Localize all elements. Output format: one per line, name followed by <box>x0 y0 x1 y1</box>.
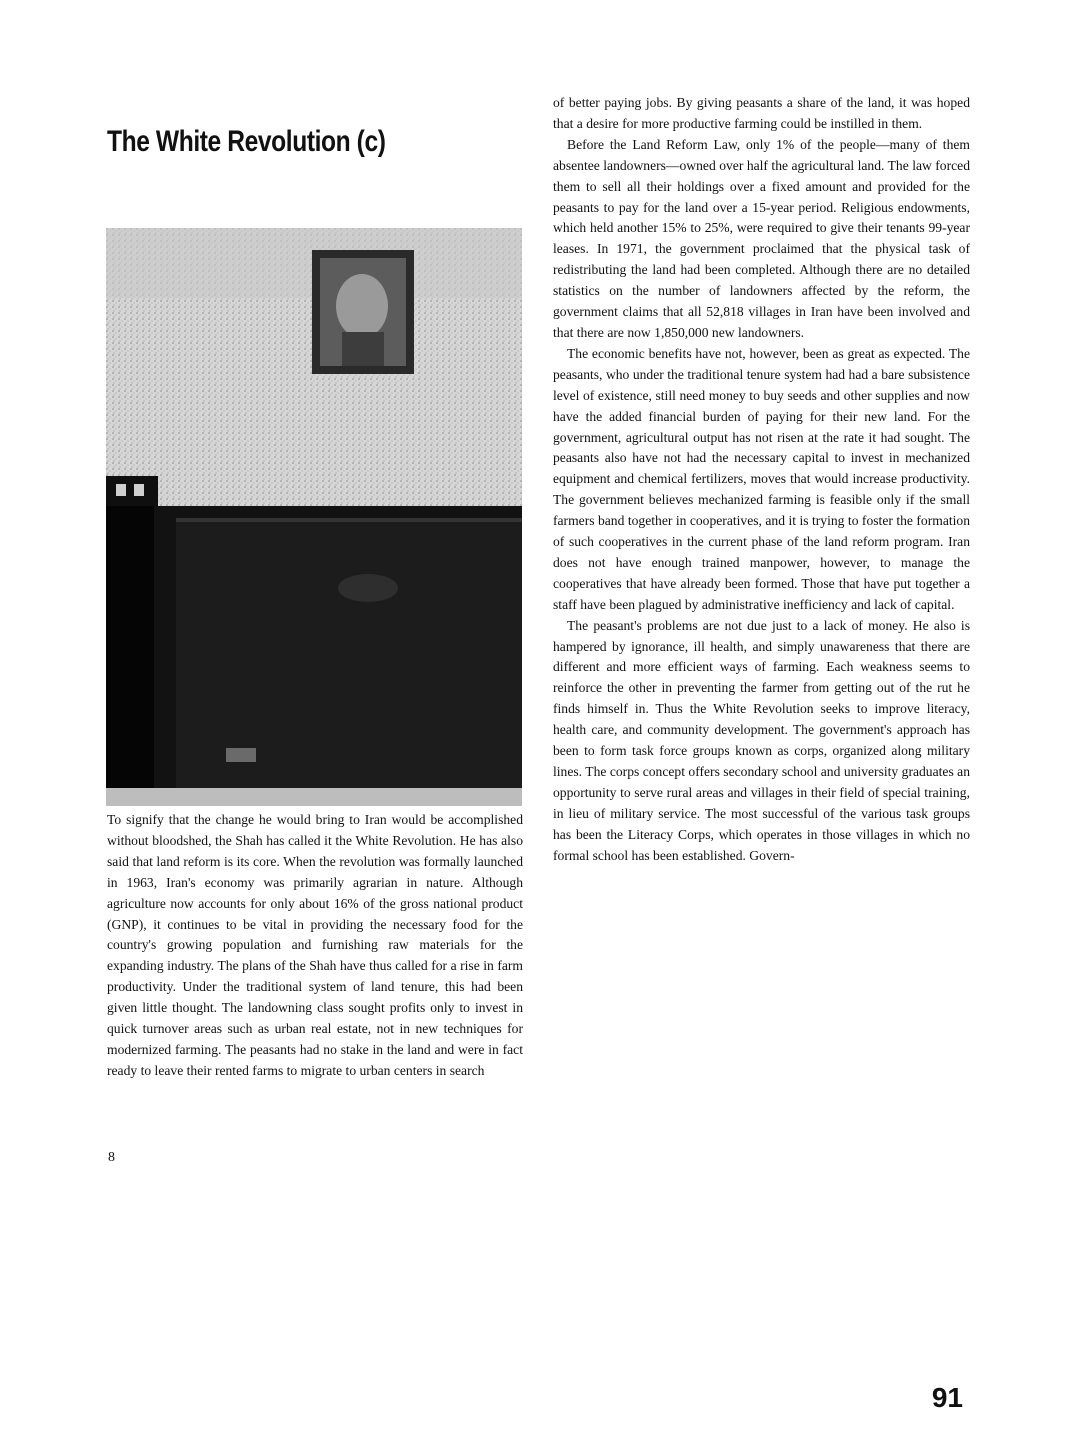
paragraph: of better paying jobs. By giving peasants a share of the land, it was hoped that a desire for more productive farming could be instilled in them. <box>553 95 970 131</box>
right-text-column <box>553 93 970 867</box>
paragraph: Before the Land Reform Law, only 1% of the people—many of them absentee landowners—owned over half the agricultural land. The law forced them to sell all their holdings over a fixed amount and provided for the peasants to pay for the land over a 15-year period. Religious endowments, which held another 15% to 25%, were required to give their tenants 99-year leases. In 1971, the government proclaimed that the physical task of redistributing the land had been completed. Although there are no detailed statistics on the number of landowners affected by the reform, the government claims that all 52,818 villages in Iran have been involved and that there are now 1,850,000 new landowners. <box>553 136 970 340</box>
page-title: The White Revolution (c) <box>107 125 386 158</box>
photograph <box>106 228 522 806</box>
folio-number: 8 <box>108 1150 115 1165</box>
left-text-column <box>107 810 523 1082</box>
paragraph: The economic benefits have not, however, been as great as expected. The peasants, who under the traditional tenure system had had a bare subsistence level of existence, still need money to buy seeds and other supplies and now have the added financial burden of paying for their new land. For the government, agricultural output has not risen at the rate it had sought. The peasants also have not had the necessary capital to invest in mechanized equipment and chemical fertilizers, moves that would increase productivity. The government believes mechanized farming is feasible only if the small farmers band together in cooperatives, and it is trying to foster the formation of such cooperatives in the current phase of the land reform program. Iran does not have enough trained manpower, however, to manage the cooperatives that have already been formed. Those that have put together a staff have been plagued by administrative inefficiency and lack of capital. <box>553 345 970 612</box>
paragraph: The peasant's problems are not due just to a lack of money. He also is hampered by ignorance, ill health, and simply unawareness that there are different and more efficient ways of farming. Each weakness seems to reinforce the other in preventing the farmer from getting out of the rut he finds himself in. Thus the White Revolution seeks to improve literacy, health care, and community development. The government's approach has been to form task force groups known as corps, organized along military lines. The corps concept offers secondary school and university graduates an opportunity to serve rural areas and villages in their field of special training, in lieu of military service. The most successful of the various task groups has been the Literacy Corps, which operates in those villages in which no formal school has been established. Govern- <box>553 617 970 863</box>
page-number: 91 <box>931 1382 963 1413</box>
paragraph: To signify that the change he would bring to Iran would be accomplished without bloodshed, the Shah has called it the White Revolution. He has also said that land reform is its core. When the revolution was formally launched in 1963, Iran's economy was primarily agrarian in nature. Although agriculture now accounts for only about 16% of the gross national product (GNP), it continues to be vital in providing the necessary food for the country's growing population and furnishing raw materials for the expanding industry. The plans of the Shah have thus called for a rise in farm productivity. Under the traditional system of land tenure, this had been given little thought. The landowning class sought profits only to invest in quick turnover areas such as urban real estate, not in new techniques for modernized farming. The peasants had no stake in the land and were in fact ready to leave their rented farms to migrate to urban centers in search <box>107 812 523 1078</box>
photograph-image-icon <box>106 228 522 806</box>
